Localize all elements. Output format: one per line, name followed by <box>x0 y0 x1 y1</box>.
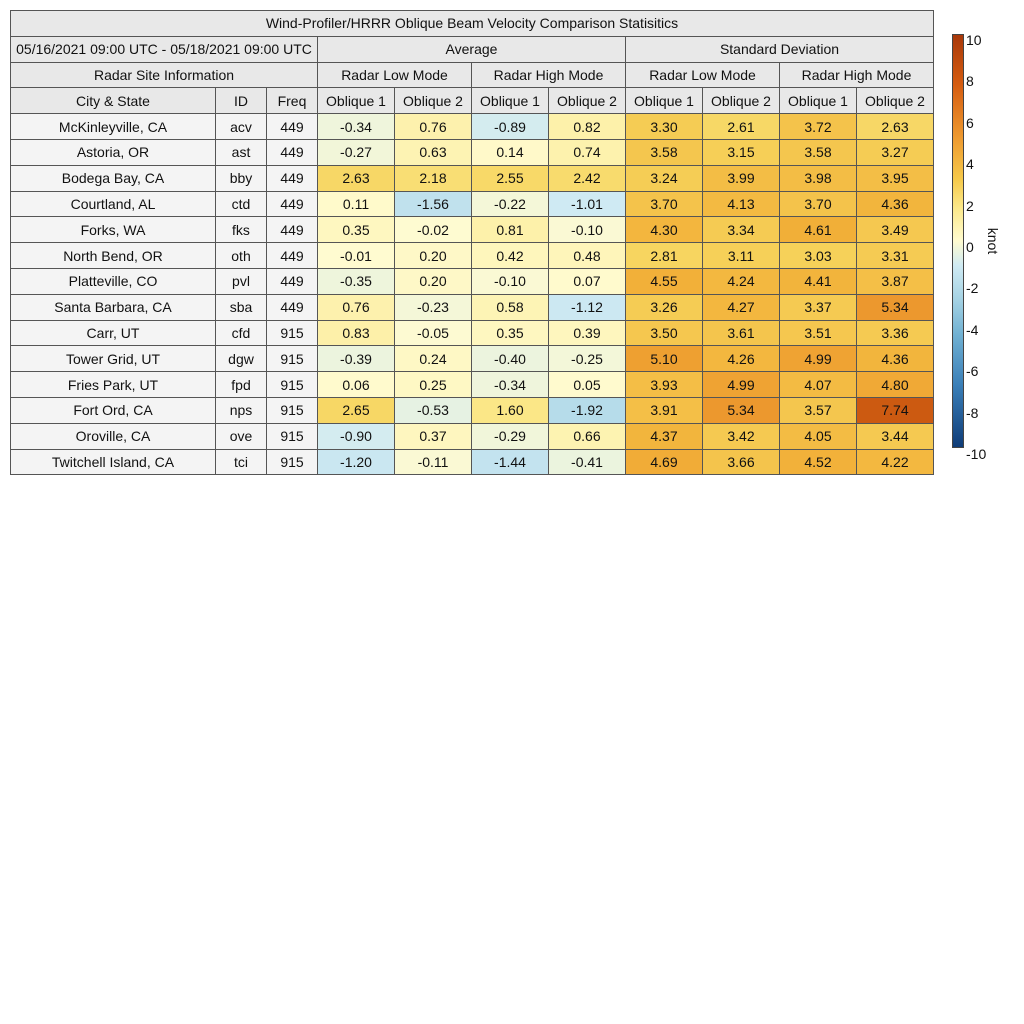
value-cell-avg-low-oblique-2: 0.76 <box>395 114 472 140</box>
value-cell-std-low-oblique-1: 5.10 <box>626 346 703 372</box>
value-cell-avg-low-oblique-2: 0.20 <box>395 243 472 269</box>
value-cell-std-high-oblique-1: 3.51 <box>780 320 857 346</box>
city-cell: Santa Barbara, CA <box>11 294 216 320</box>
value-cell-std-high-oblique-2: 4.36 <box>857 346 934 372</box>
value-cell-avg-low-oblique-1: 2.63 <box>318 165 395 191</box>
value-cell-avg-high-oblique-2: 0.05 <box>549 372 626 398</box>
table-title: Wind-Profiler/HRRR Oblique Beam Velocity Comparison Statisitics <box>11 11 934 37</box>
value-cell-avg-low-oblique-1: -1.20 <box>318 449 395 475</box>
column-header-std-high-oblique-1: Oblique 1 <box>780 88 857 114</box>
value-cell-avg-high-oblique-1: -0.22 <box>472 191 549 217</box>
value-cell-std-low-oblique-1: 3.26 <box>626 294 703 320</box>
city-cell: Bodega Bay, CA <box>11 165 216 191</box>
value-cell-std-low-oblique-1: 4.55 <box>626 268 703 294</box>
table-row <box>11 165 934 191</box>
value-cell-avg-low-oblique-2: -0.05 <box>395 320 472 346</box>
value-cell-avg-high-oblique-2: 0.74 <box>549 139 626 165</box>
colorbar-tick-label: -2 <box>966 280 979 297</box>
value-cell-std-low-oblique-2: 3.99 <box>703 165 780 191</box>
colorbar-tick-label: -10 <box>966 446 987 462</box>
value-cell-std-low-oblique-2: 4.24 <box>703 268 780 294</box>
avg-high-mode-header: Radar High Mode <box>472 62 626 88</box>
value-cell-avg-high-oblique-2: 0.82 <box>549 114 626 140</box>
id-cell: cfd <box>216 320 267 346</box>
value-cell-avg-low-oblique-2: -0.23 <box>395 294 472 320</box>
value-cell-std-high-oblique-1: 3.98 <box>780 165 857 191</box>
colorbar-tick-label: 4 <box>966 156 974 173</box>
value-cell-std-low-oblique-1: 4.30 <box>626 217 703 243</box>
colorbar-tick-label: 6 <box>966 114 974 131</box>
value-cell-std-low-oblique-2: 4.26 <box>703 346 780 372</box>
value-cell-std-high-oblique-1: 3.57 <box>780 397 857 423</box>
table-row <box>11 294 934 320</box>
freq-cell: 449 <box>267 243 318 269</box>
id-cell: dgw <box>216 346 267 372</box>
table-row <box>11 397 934 423</box>
value-cell-std-high-oblique-2: 5.34 <box>857 294 934 320</box>
value-cell-avg-low-oblique-2: -0.11 <box>395 449 472 475</box>
column-header-avg-high-oblique-1: Oblique 1 <box>472 88 549 114</box>
value-cell-avg-high-oblique-2: -0.41 <box>549 449 626 475</box>
value-cell-std-high-oblique-2: 3.31 <box>857 243 934 269</box>
value-cell-std-high-oblique-2: 7.74 <box>857 397 934 423</box>
value-cell-std-low-oblique-1: 3.50 <box>626 320 703 346</box>
table-row <box>11 114 934 140</box>
value-cell-std-low-oblique-2: 3.15 <box>703 139 780 165</box>
column-header-freq: Freq <box>267 88 318 114</box>
id-cell: fpd <box>216 372 267 398</box>
value-cell-std-low-oblique-2: 3.66 <box>703 449 780 475</box>
value-cell-std-high-oblique-1: 3.72 <box>780 114 857 140</box>
column-header-std-low-oblique-1: Oblique 1 <box>626 88 703 114</box>
value-cell-avg-high-oblique-2: 0.39 <box>549 320 626 346</box>
value-cell-std-high-oblique-2: 2.63 <box>857 114 934 140</box>
value-cell-std-high-oblique-2: 3.49 <box>857 217 934 243</box>
value-cell-std-low-oblique-2: 5.34 <box>703 397 780 423</box>
value-cell-std-high-oblique-1: 4.99 <box>780 346 857 372</box>
freq-cell: 449 <box>267 191 318 217</box>
table-row <box>11 191 934 217</box>
value-cell-std-low-oblique-2: 4.99 <box>703 372 780 398</box>
value-cell-avg-low-oblique-2: -0.02 <box>395 217 472 243</box>
id-cell: ove <box>216 423 267 449</box>
id-cell: sba <box>216 294 267 320</box>
value-cell-avg-high-oblique-1: 0.35 <box>472 320 549 346</box>
freq-cell: 449 <box>267 139 318 165</box>
table-row <box>11 268 934 294</box>
city-cell: Forks, WA <box>11 217 216 243</box>
value-cell-std-low-oblique-2: 4.13 <box>703 191 780 217</box>
value-cell-std-high-oblique-2: 3.44 <box>857 423 934 449</box>
city-cell: Tower Grid, UT <box>11 346 216 372</box>
value-cell-avg-high-oblique-1: 1.60 <box>472 397 549 423</box>
std-low-mode-header: Radar Low Mode <box>626 62 780 88</box>
value-cell-std-high-oblique-1: 4.05 <box>780 423 857 449</box>
value-cell-std-low-oblique-1: 3.91 <box>626 397 703 423</box>
value-cell-std-high-oblique-2: 4.22 <box>857 449 934 475</box>
id-cell: ast <box>216 139 267 165</box>
value-cell-std-low-oblique-2: 3.42 <box>703 423 780 449</box>
colorbar-tick-label: 10 <box>966 32 982 48</box>
value-cell-std-high-oblique-2: 3.27 <box>857 139 934 165</box>
value-cell-avg-low-oblique-2: 0.24 <box>395 346 472 372</box>
value-cell-std-high-oblique-1: 3.37 <box>780 294 857 320</box>
table-row <box>11 449 934 475</box>
city-cell: Oroville, CA <box>11 423 216 449</box>
value-cell-avg-low-oblique-2: 0.20 <box>395 268 472 294</box>
value-cell-std-low-oblique-1: 2.81 <box>626 243 703 269</box>
value-cell-avg-high-oblique-1: -0.29 <box>472 423 549 449</box>
column-header-avg-low-oblique-1: Oblique 1 <box>318 88 395 114</box>
value-cell-avg-high-oblique-1: 0.58 <box>472 294 549 320</box>
column-header-id: ID <box>216 88 267 114</box>
value-cell-avg-high-oblique-2: 0.07 <box>549 268 626 294</box>
value-cell-avg-low-oblique-1: -0.27 <box>318 139 395 165</box>
value-cell-std-high-oblique-1: 4.61 <box>780 217 857 243</box>
value-cell-std-high-oblique-2: 3.87 <box>857 268 934 294</box>
colorbar-tick-label: 2 <box>966 197 974 214</box>
value-cell-avg-low-oblique-2: 0.63 <box>395 139 472 165</box>
value-cell-std-high-oblique-1: 3.58 <box>780 139 857 165</box>
freq-cell: 915 <box>267 320 318 346</box>
id-cell: tci <box>216 449 267 475</box>
statistics-table <box>10 10 934 475</box>
value-cell-avg-low-oblique-1: 2.65 <box>318 397 395 423</box>
id-cell: pvl <box>216 268 267 294</box>
value-cell-std-high-oblique-2: 3.36 <box>857 320 934 346</box>
value-cell-std-low-oblique-1: 3.30 <box>626 114 703 140</box>
city-cell: McKinleyville, CA <box>11 114 216 140</box>
value-cell-avg-high-oblique-1: 2.55 <box>472 165 549 191</box>
value-cell-std-high-oblique-2: 3.95 <box>857 165 934 191</box>
value-cell-std-low-oblique-1: 3.24 <box>626 165 703 191</box>
city-cell: Twitchell Island, CA <box>11 449 216 475</box>
value-cell-avg-low-oblique-1: 0.11 <box>318 191 395 217</box>
value-cell-std-low-oblique-1: 3.58 <box>626 139 703 165</box>
value-cell-std-high-oblique-1: 3.03 <box>780 243 857 269</box>
value-cell-avg-high-oblique-2: 0.48 <box>549 243 626 269</box>
value-cell-avg-high-oblique-2: -1.01 <box>549 191 626 217</box>
city-cell: Carr, UT <box>11 320 216 346</box>
id-cell: bby <box>216 165 267 191</box>
column-header-std-high-oblique-2: Oblique 2 <box>857 88 934 114</box>
value-cell-avg-high-oblique-1: 0.81 <box>472 217 549 243</box>
value-cell-avg-high-oblique-1: -0.34 <box>472 372 549 398</box>
value-cell-avg-low-oblique-2: -1.56 <box>395 191 472 217</box>
colorbar-unit-label: knot <box>985 227 1001 255</box>
value-cell-std-high-oblique-2: 4.80 <box>857 372 934 398</box>
freq-cell: 449 <box>267 165 318 191</box>
table-row <box>11 320 934 346</box>
freq-cell: 915 <box>267 397 318 423</box>
colorbar-tick-label: -4 <box>966 321 979 338</box>
value-cell-avg-low-oblique-1: -0.34 <box>318 114 395 140</box>
value-cell-std-low-oblique-1: 4.37 <box>626 423 703 449</box>
value-cell-avg-high-oblique-2: 2.42 <box>549 165 626 191</box>
value-cell-avg-high-oblique-2: -0.25 <box>549 346 626 372</box>
colorbar-tick-label: -6 <box>966 363 979 380</box>
value-cell-avg-low-oblique-1: -0.39 <box>318 346 395 372</box>
value-cell-std-low-oblique-2: 4.27 <box>703 294 780 320</box>
column-header-avg-high-oblique-2: Oblique 2 <box>549 88 626 114</box>
value-cell-avg-low-oblique-1: -0.01 <box>318 243 395 269</box>
value-cell-std-high-oblique-1: 4.07 <box>780 372 857 398</box>
id-cell: oth <box>216 243 267 269</box>
table-row <box>11 372 934 398</box>
value-cell-avg-low-oblique-1: 0.76 <box>318 294 395 320</box>
city-cell: Astoria, OR <box>11 139 216 165</box>
city-cell: Fries Park, UT <box>11 372 216 398</box>
value-cell-std-low-oblique-2: 3.34 <box>703 217 780 243</box>
value-cell-std-high-oblique-1: 3.70 <box>780 191 857 217</box>
column-header-avg-low-oblique-2: Oblique 2 <box>395 88 472 114</box>
freq-cell: 449 <box>267 114 318 140</box>
city-cell: Courtland, AL <box>11 191 216 217</box>
freq-cell: 915 <box>267 346 318 372</box>
std-header: Standard Deviation <box>626 36 934 62</box>
column-header-std-low-oblique-2: Oblique 2 <box>703 88 780 114</box>
average-header: Average <box>318 36 626 62</box>
table-row <box>11 243 934 269</box>
freq-cell: 915 <box>267 423 318 449</box>
colorbar <box>952 34 964 448</box>
value-cell-avg-high-oblique-1: 0.14 <box>472 139 549 165</box>
value-cell-avg-low-oblique-1: 0.83 <box>318 320 395 346</box>
table-row <box>11 423 934 449</box>
colorbar-tick-label: 8 <box>966 73 974 90</box>
value-cell-std-low-oblique-1: 4.69 <box>626 449 703 475</box>
freq-cell: 449 <box>267 294 318 320</box>
id-cell: ctd <box>216 191 267 217</box>
value-cell-avg-low-oblique-1: -0.90 <box>318 423 395 449</box>
value-cell-avg-high-oblique-1: -0.89 <box>472 114 549 140</box>
freq-cell: 915 <box>267 372 318 398</box>
site-info-header: Radar Site Information <box>11 62 318 88</box>
value-cell-std-low-oblique-1: 3.93 <box>626 372 703 398</box>
value-cell-std-low-oblique-1: 3.70 <box>626 191 703 217</box>
value-cell-avg-low-oblique-1: 0.06 <box>318 372 395 398</box>
value-cell-avg-low-oblique-2: -0.53 <box>395 397 472 423</box>
std-high-mode-header: Radar High Mode <box>780 62 934 88</box>
value-cell-avg-high-oblique-1: -1.44 <box>472 449 549 475</box>
value-cell-avg-low-oblique-1: -0.35 <box>318 268 395 294</box>
value-cell-avg-high-oblique-2: -1.12 <box>549 294 626 320</box>
value-cell-std-high-oblique-1: 4.41 <box>780 268 857 294</box>
value-cell-avg-high-oblique-2: -1.92 <box>549 397 626 423</box>
table-row <box>11 139 934 165</box>
value-cell-std-high-oblique-2: 4.36 <box>857 191 934 217</box>
colorbar-tick-label: -8 <box>966 404 979 421</box>
value-cell-std-low-oblique-2: 3.61 <box>703 320 780 346</box>
value-cell-avg-high-oblique-1: 0.42 <box>472 243 549 269</box>
value-cell-std-low-oblique-2: 3.11 <box>703 243 780 269</box>
id-cell: nps <box>216 397 267 423</box>
freq-cell: 449 <box>267 217 318 243</box>
freq-cell: 449 <box>267 268 318 294</box>
value-cell-avg-low-oblique-2: 2.18 <box>395 165 472 191</box>
value-cell-avg-high-oblique-1: -0.10 <box>472 268 549 294</box>
date-range: 05/16/2021 09:00 UTC - 05/18/2021 09:00 UTC <box>11 36 318 62</box>
value-cell-avg-low-oblique-2: 0.37 <box>395 423 472 449</box>
value-cell-avg-low-oblique-2: 0.25 <box>395 372 472 398</box>
table-row <box>11 217 934 243</box>
value-cell-avg-high-oblique-2: 0.66 <box>549 423 626 449</box>
value-cell-avg-high-oblique-2: -0.10 <box>549 217 626 243</box>
value-cell-avg-high-oblique-1: -0.40 <box>472 346 549 372</box>
value-cell-avg-low-oblique-1: 0.35 <box>318 217 395 243</box>
city-cell: North Bend, OR <box>11 243 216 269</box>
colorbar-tick-label: 0 <box>966 239 974 255</box>
city-cell: Fort Ord, CA <box>11 397 216 423</box>
city-cell: Platteville, CO <box>11 268 216 294</box>
avg-low-mode-header: Radar Low Mode <box>318 62 472 88</box>
id-cell: acv <box>216 114 267 140</box>
freq-cell: 915 <box>267 449 318 475</box>
table-row <box>11 346 934 372</box>
column-header-city: City & State <box>11 88 216 114</box>
value-cell-std-low-oblique-2: 2.61 <box>703 114 780 140</box>
id-cell: fks <box>216 217 267 243</box>
value-cell-std-high-oblique-1: 4.52 <box>780 449 857 475</box>
